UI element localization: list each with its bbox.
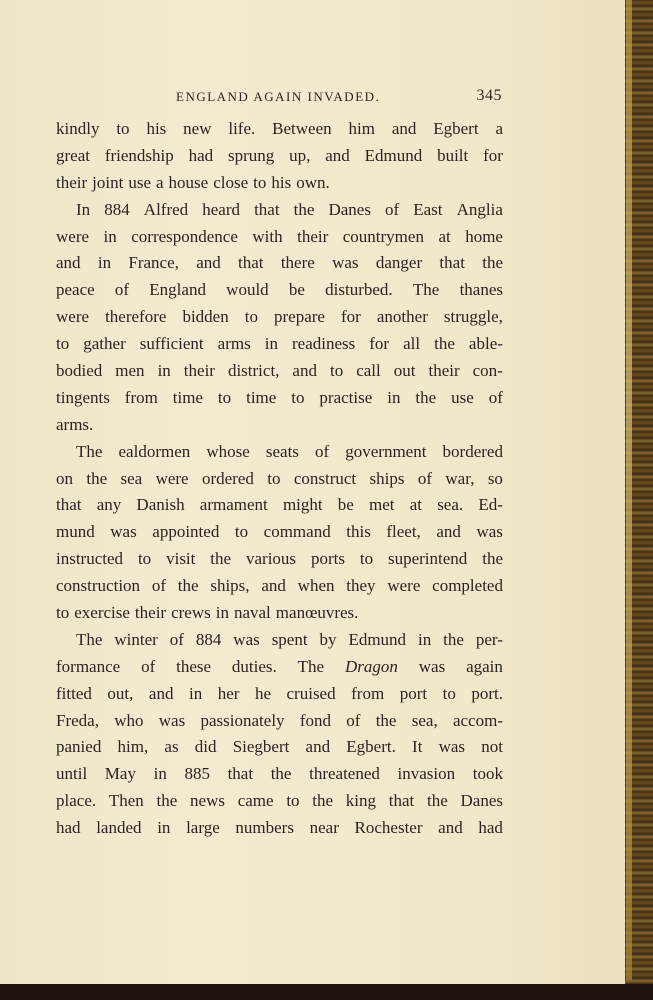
- word: sea: [120, 468, 143, 488]
- word: tingents: [56, 387, 110, 407]
- text-line: [56, 600, 503, 627]
- word: in: [153, 764, 167, 784]
- text-line: [56, 304, 503, 331]
- word: until: [56, 764, 88, 784]
- word: by: [319, 629, 337, 649]
- word: heard: [202, 199, 240, 219]
- word: a: [495, 119, 503, 138]
- word: ordered: [201, 468, 254, 488]
- word: government: [345, 441, 427, 461]
- word: their: [297, 226, 329, 246]
- word: to: [267, 468, 281, 488]
- word: in: [215, 603, 229, 623]
- text-line: [56, 358, 503, 385]
- word: readiness: [291, 334, 356, 354]
- word: In: [76, 199, 91, 219]
- word: Siegbert: [232, 737, 290, 757]
- word: was: [332, 253, 359, 273]
- word: port.: [471, 683, 503, 703]
- word: sprung: [228, 145, 275, 165]
- word: at: [438, 226, 451, 246]
- word: the: [210, 549, 232, 569]
- word: and: [196, 253, 221, 273]
- word: great: [56, 145, 90, 165]
- word: appointed: [152, 522, 220, 542]
- word: The: [297, 656, 325, 676]
- word: another: [376, 307, 428, 327]
- word: Freda,: [56, 710, 99, 730]
- word: and: [148, 683, 174, 703]
- word: It: [412, 737, 423, 757]
- word: to: [137, 549, 152, 569]
- text-line: [56, 250, 503, 277]
- word: he: [254, 683, 271, 703]
- word: 884: [195, 629, 222, 649]
- word: peace: [56, 280, 95, 300]
- text-line: [56, 385, 503, 412]
- word: to: [56, 603, 70, 623]
- word: him,: [117, 737, 149, 757]
- word: kindly: [56, 119, 100, 138]
- text-line: [56, 116, 503, 143]
- word: to: [234, 522, 249, 542]
- word: construct: [293, 468, 357, 488]
- word: would: [226, 280, 269, 300]
- running-head: ENGLAND AGAIN INVADED.: [176, 89, 381, 104]
- text-line: [56, 412, 503, 439]
- word: friendship: [104, 145, 174, 165]
- word: panied: [56, 737, 102, 757]
- word: Egbert: [433, 119, 479, 138]
- word: and: [305, 737, 331, 757]
- word: out: [393, 361, 416, 381]
- word: numbers: [235, 818, 294, 838]
- word: East: [413, 199, 443, 219]
- text-line: [56, 170, 503, 197]
- word: king: [345, 791, 377, 811]
- word: armament: [199, 495, 268, 515]
- word: in: [103, 226, 117, 246]
- word: ports: [310, 549, 345, 569]
- text-line: [56, 681, 503, 708]
- word: was: [233, 629, 260, 649]
- word: time: [172, 387, 203, 407]
- word: construction: [56, 576, 141, 596]
- word: her: [217, 683, 240, 703]
- word: disturbed.: [325, 280, 393, 300]
- text-line: [56, 492, 503, 519]
- word: did: [194, 737, 217, 757]
- word: the: [434, 334, 455, 354]
- word: various: [245, 549, 297, 569]
- word: Edmund: [348, 629, 407, 649]
- word: correspondence: [131, 226, 238, 246]
- word: were: [155, 468, 189, 488]
- word: sea.: [437, 495, 464, 515]
- word: their: [56, 172, 88, 192]
- word: fond: [299, 710, 331, 730]
- word: all: [403, 334, 421, 354]
- word: the: [415, 387, 437, 407]
- word: that: [388, 791, 415, 811]
- word: new: [183, 119, 212, 138]
- text-line: [56, 331, 503, 358]
- word: 884: [104, 199, 130, 219]
- word: ealdormen: [118, 441, 191, 461]
- word: be: [337, 495, 354, 515]
- word: of: [141, 656, 156, 676]
- word: England: [149, 280, 206, 300]
- text-line: [56, 466, 503, 493]
- word: sea,: [411, 710, 438, 730]
- word: was: [418, 656, 446, 676]
- text-line: [56, 143, 503, 170]
- word: the: [443, 629, 464, 649]
- word: of: [169, 629, 184, 649]
- word: to: [442, 683, 456, 703]
- word: to: [359, 549, 374, 569]
- word: that: [56, 495, 82, 515]
- word: crews: [171, 603, 211, 623]
- word: con-: [472, 361, 503, 381]
- word: use: [128, 172, 151, 192]
- word: to: [217, 387, 232, 407]
- word: arms.: [56, 414, 94, 434]
- word: cruised: [286, 683, 336, 703]
- word: fitted: [56, 683, 92, 703]
- word: had: [478, 818, 503, 838]
- word: landed: [96, 818, 142, 838]
- word: joint: [92, 172, 124, 192]
- word: their: [134, 603, 167, 623]
- word: they: [346, 576, 376, 596]
- word: gather: [83, 334, 126, 354]
- word: were: [56, 226, 90, 246]
- word: Edmund: [364, 145, 423, 165]
- bottom-shadow: [0, 984, 653, 1000]
- word: Ed-: [478, 495, 503, 515]
- word: to: [56, 334, 70, 354]
- word: able-: [468, 334, 503, 354]
- text-line: [56, 627, 503, 654]
- word: built: [437, 145, 469, 165]
- word: were: [387, 576, 421, 596]
- word: Danish: [136, 495, 185, 515]
- word: their: [183, 361, 215, 381]
- word: was: [158, 710, 186, 730]
- word: of: [417, 468, 433, 488]
- page-edge-gilt: [626, 0, 632, 980]
- word: when: [297, 576, 335, 596]
- word: the: [86, 468, 108, 488]
- text-line: [56, 573, 503, 600]
- word: to: [286, 791, 300, 811]
- word: this: [346, 522, 371, 542]
- word: ships: [369, 468, 405, 488]
- word: in: [264, 334, 278, 354]
- word: call: [356, 361, 381, 381]
- word: the: [293, 199, 315, 219]
- word: May: [104, 764, 136, 784]
- word: and: [261, 576, 286, 596]
- word: place.: [56, 791, 97, 811]
- word: accom-: [452, 710, 503, 730]
- text-line: [56, 546, 503, 573]
- word: to: [291, 387, 305, 407]
- word: arms: [217, 334, 251, 354]
- word: Dragon: [344, 656, 398, 676]
- word: Then: [108, 791, 144, 811]
- word: war,: [445, 468, 475, 488]
- word: at: [409, 495, 422, 515]
- word: life.: [228, 119, 256, 138]
- word: therefore: [105, 307, 167, 327]
- word: in: [387, 387, 401, 407]
- text-line: [56, 439, 503, 466]
- word: thanes: [459, 280, 503, 300]
- word: of: [114, 280, 130, 300]
- word: in: [157, 361, 171, 381]
- word: the: [312, 791, 334, 811]
- word: struggle,: [443, 307, 503, 327]
- word: Egbert.: [346, 737, 396, 757]
- word: danger: [375, 253, 423, 273]
- word: near: [309, 818, 339, 838]
- word: up,: [289, 145, 311, 165]
- body-text: [56, 116, 503, 842]
- word: instructed: [56, 549, 124, 569]
- text-line: [56, 224, 503, 251]
- word: house: [168, 172, 209, 192]
- word: be: [288, 280, 305, 300]
- word: seats: [265, 441, 299, 461]
- word: of: [385, 199, 400, 219]
- word: his: [271, 172, 292, 192]
- word: exercise: [74, 603, 130, 623]
- page-number: 345: [476, 87, 502, 104]
- word: The: [412, 280, 440, 300]
- word: that: [227, 764, 254, 784]
- word: came: [237, 791, 274, 811]
- word: own.: [296, 172, 330, 192]
- word: and: [325, 145, 350, 165]
- word: was: [476, 522, 503, 542]
- word: in: [418, 629, 432, 649]
- word: for: [369, 334, 390, 354]
- word: out,: [107, 683, 134, 703]
- text-line: [56, 708, 503, 735]
- word: his: [146, 119, 167, 138]
- word: there: [280, 253, 315, 273]
- word: in: [188, 683, 203, 703]
- word: The: [76, 441, 103, 461]
- word: for: [341, 307, 361, 327]
- word: and: [436, 522, 461, 542]
- word: in: [97, 253, 112, 273]
- word: per-: [475, 629, 503, 649]
- word: prepare: [274, 307, 325, 327]
- word: visit: [166, 549, 196, 569]
- word: not: [481, 737, 503, 757]
- word: the: [482, 549, 503, 569]
- text-line: [56, 815, 503, 842]
- word: large: [186, 818, 220, 838]
- word: Anglia: [456, 199, 503, 219]
- word: and: [438, 818, 463, 838]
- word: the: [270, 764, 292, 784]
- word: invasion: [397, 764, 456, 784]
- word: were: [56, 307, 90, 327]
- word: completed: [432, 576, 503, 596]
- word: whose: [206, 441, 250, 461]
- word: and: [292, 361, 317, 381]
- word: from: [124, 387, 158, 407]
- word: and: [391, 119, 417, 138]
- word: France,: [128, 253, 179, 273]
- word: Between: [272, 119, 332, 138]
- word: who: [114, 710, 144, 730]
- word: manœuvres.: [275, 603, 359, 623]
- word: with: [252, 226, 283, 246]
- word: duties.: [231, 656, 277, 676]
- word: for: [483, 145, 503, 165]
- word: winter: [114, 629, 158, 649]
- word: of: [315, 441, 330, 461]
- word: the: [427, 791, 448, 811]
- word: The: [76, 629, 103, 649]
- word: any: [96, 495, 122, 515]
- word: of: [346, 710, 361, 730]
- word: Danes: [328, 199, 371, 219]
- text-line: [56, 654, 503, 681]
- word: sufficient: [139, 334, 204, 354]
- word: the: [177, 576, 199, 596]
- word: formance: [56, 656, 121, 676]
- word: that: [238, 253, 264, 273]
- word: superintend: [387, 549, 468, 569]
- word: men: [115, 361, 145, 381]
- text-line: [56, 788, 503, 815]
- word: Rochester: [354, 818, 423, 838]
- word: countrymen: [342, 226, 424, 246]
- word: bidden: [182, 307, 229, 327]
- word: bordered: [442, 441, 503, 461]
- text-line: [56, 277, 503, 304]
- word: command: [263, 522, 331, 542]
- word: took: [472, 764, 503, 784]
- word: of: [151, 576, 166, 596]
- word: fleet,: [386, 522, 421, 542]
- word: Alfred: [143, 199, 189, 219]
- word: news: [190, 791, 225, 811]
- word: to: [253, 172, 267, 192]
- word: the: [156, 791, 178, 811]
- text-line: [56, 197, 503, 224]
- word: met: [369, 495, 395, 515]
- text-line: [56, 519, 503, 546]
- word: from: [351, 683, 385, 703]
- word: spent: [271, 629, 308, 649]
- page-header: [56, 87, 506, 109]
- word: of: [488, 387, 503, 407]
- word: threatened: [309, 764, 380, 784]
- word: close: [213, 172, 249, 192]
- word: that: [439, 253, 465, 273]
- word: on: [56, 468, 73, 488]
- word: port: [399, 683, 428, 703]
- word: again: [466, 656, 503, 676]
- word: was: [110, 522, 137, 542]
- word: might: [282, 495, 323, 515]
- word: to: [329, 361, 344, 381]
- word: naval: [233, 603, 271, 623]
- text-line: [56, 734, 503, 761]
- word: him: [348, 119, 375, 138]
- word: ships,: [210, 576, 250, 596]
- word: so: [487, 468, 503, 488]
- word: mund: [56, 522, 95, 542]
- word: that: [254, 199, 280, 219]
- word: in: [157, 818, 171, 838]
- word: the: [482, 253, 503, 273]
- word: had: [56, 818, 81, 838]
- word: to: [244, 307, 258, 327]
- word: a: [156, 172, 164, 192]
- word: to: [116, 119, 130, 138]
- word: had: [188, 145, 214, 165]
- word: as: [164, 737, 179, 757]
- word: and: [56, 253, 81, 273]
- word: bodied: [56, 361, 103, 381]
- word: passionately: [200, 710, 285, 730]
- word: time: [246, 387, 277, 407]
- word: the: [375, 710, 397, 730]
- word: 885: [184, 764, 210, 784]
- word: practise: [319, 387, 373, 407]
- text-line: [56, 761, 503, 788]
- word: district,: [227, 361, 280, 381]
- word: these: [176, 656, 212, 676]
- word: home: [465, 226, 503, 246]
- word: was: [438, 737, 466, 757]
- word: Danes: [460, 791, 503, 811]
- word: their: [428, 361, 460, 381]
- word: use: [451, 387, 474, 407]
